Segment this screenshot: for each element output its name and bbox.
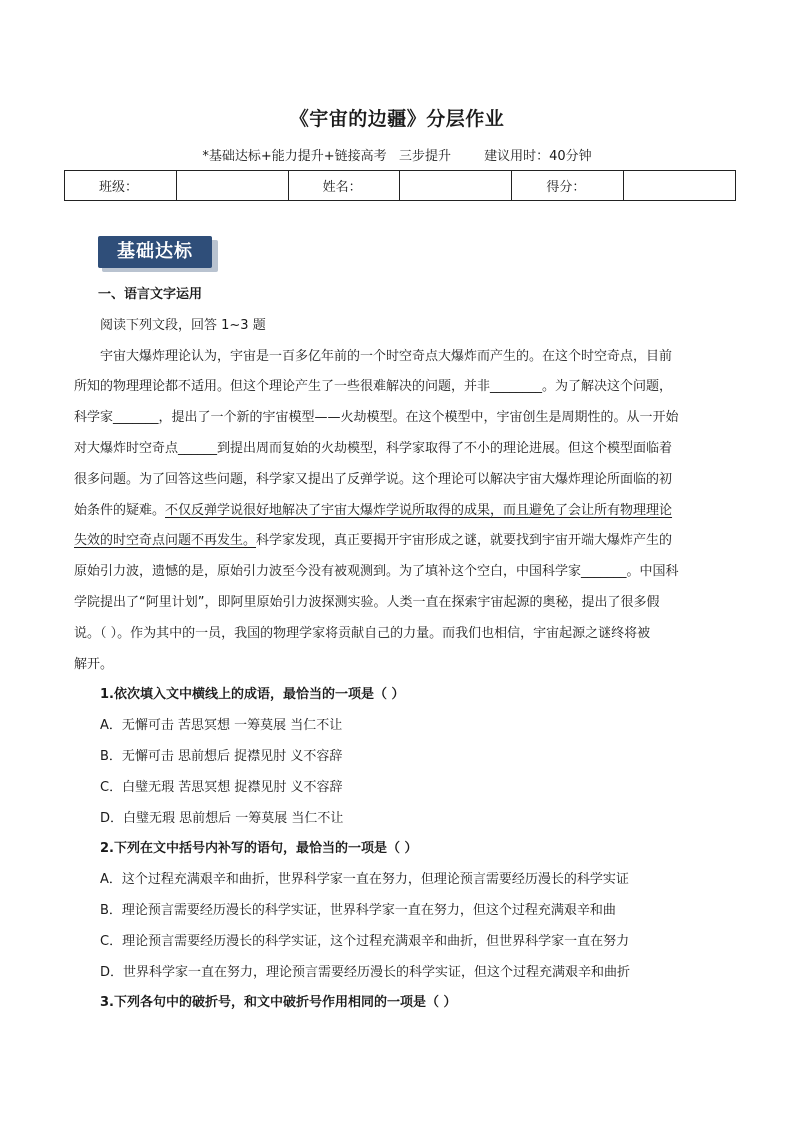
- page-title: 《宇宙的边疆》分层作业: [289, 108, 505, 130]
- question-2: [100, 834, 720, 988]
- question-stem: 2.下列在文中括号内补写的语句，最恰当的一项是（ ）: [100, 841, 418, 857]
- passage-line: 原始引力波，遗憾的是，原始引力波至今没有被观测到。为了填补这个空白，中国科学家_______。中国科: [74, 564, 679, 580]
- passage-line: 很多问题。为了回答这些问题，科学家又提出了反弹学说。这个理论可以解决宇宙大爆炸理论所面临的初: [74, 471, 673, 487]
- answer-option[interactable]: D．世界科学家一直在努力，理论预言需要经历漫长的科学实证，但这个过程充满艰辛和曲折: [100, 964, 631, 980]
- passage-line: 对大爆炸时空奇点______到提出周而复始的火劫模型，科学家取得了不小的理论进展。但这个模型面临着: [74, 440, 673, 456]
- underlined-sentence: 失效的时空奇点问题不再发生。: [74, 533, 257, 549]
- question-stem: 3.下列各句中的破折号，和文中破折号作用相同的一项是（ ）: [100, 995, 457, 1011]
- class-label: 班级：: [65, 171, 177, 201]
- score-field[interactable]: [624, 171, 736, 201]
- answer-option[interactable]: C．理论预言需要经历漫长的科学实证，这个过程充满艰辛和曲折，但世界科学家一直在努力: [100, 933, 630, 949]
- page-subtitle: *基础达标+能力提升+链接高考 三步提升 建议用时：40分钟: [202, 149, 592, 164]
- section-banner: [98, 236, 218, 272]
- passage-line: 说。（ ）。作为其中的一员，我国的物理学家将贡献自己的力量。而我们也相信，宇宙起源之谜终将被: [74, 625, 651, 641]
- worksheet-content: [74, 280, 720, 1019]
- score-label: 得分：: [512, 171, 624, 201]
- class-field[interactable]: [176, 171, 288, 201]
- answer-option[interactable]: B．理论预言需要经历漫长的科学实证，世界科学家一直在努力，但这个过程充满艰辛和曲: [100, 902, 616, 918]
- passage-text: 始条件的疑难。: [74, 502, 166, 518]
- name-label: 姓名：: [288, 171, 400, 201]
- question-3: [100, 988, 720, 1019]
- student-info-table: [64, 170, 736, 201]
- passage-line: 科学家_______，提出了一个新的宇宙模型——火劫模型。在这个模型中，宇宙创生是周期性的。从一开始: [74, 410, 679, 426]
- banner-label: 基础达标: [98, 236, 212, 268]
- passage: [74, 342, 720, 681]
- answer-option[interactable]: A．无懈可击 苦思冥想 一筹莫展 当仁不让: [100, 718, 343, 734]
- passage-line: [74, 526, 720, 557]
- reading-instruction: 阅读下列文段，回答 1~3 题: [100, 317, 266, 333]
- passage-line: [74, 496, 720, 527]
- part-heading: 一、语言文字运用: [98, 287, 203, 302]
- answer-option[interactable]: A．这个过程充满艰辛和曲折，世界科学家一直在努力，但理论预言需要经历漫长的科学实证: [100, 872, 629, 888]
- passage-line: 宇宙大爆炸理论认为，宇宙是一百多亿年前的一个时空奇点大爆炸而产生的。在这个时空奇点，目前: [100, 348, 673, 364]
- answer-option[interactable]: D．白璧无瑕 思前想后 一筹莫展 当仁不让: [100, 810, 344, 826]
- passage-line: 所知的物理理论都不适用。但这个理论产生了一些很难解决的问题，并非________。为了解决这个问题，: [74, 379, 673, 395]
- underlined-sentence: 不仅反弹学说很好地解决了宇宙大爆炸学说所取得的成果，而且避免了会让所有物理理论: [165, 502, 673, 518]
- answer-option[interactable]: C．白璧无瑕 苦思冥想 捉襟见肘 义不容辞: [100, 779, 343, 795]
- name-field[interactable]: [400, 171, 512, 201]
- passage-line: 解开。: [74, 656, 114, 672]
- question-stem: 1.依次填入文中横线上的成语，最恰当的一项是（ ）: [100, 687, 405, 703]
- passage-line: 学院提出了“阿里计划”，即阿里原始引力波探测实验。人类一直在探索宇宙起源的奥秘，提出了很多假: [74, 594, 660, 610]
- question-1: [100, 680, 720, 834]
- passage-text: 科学家发现，真正要揭开宇宙形成之谜，就要找到宇宙开端大爆炸产生的: [256, 533, 673, 549]
- answer-option[interactable]: B．无懈可击 思前想后 捉襟见肘 义不容辞: [100, 748, 343, 764]
